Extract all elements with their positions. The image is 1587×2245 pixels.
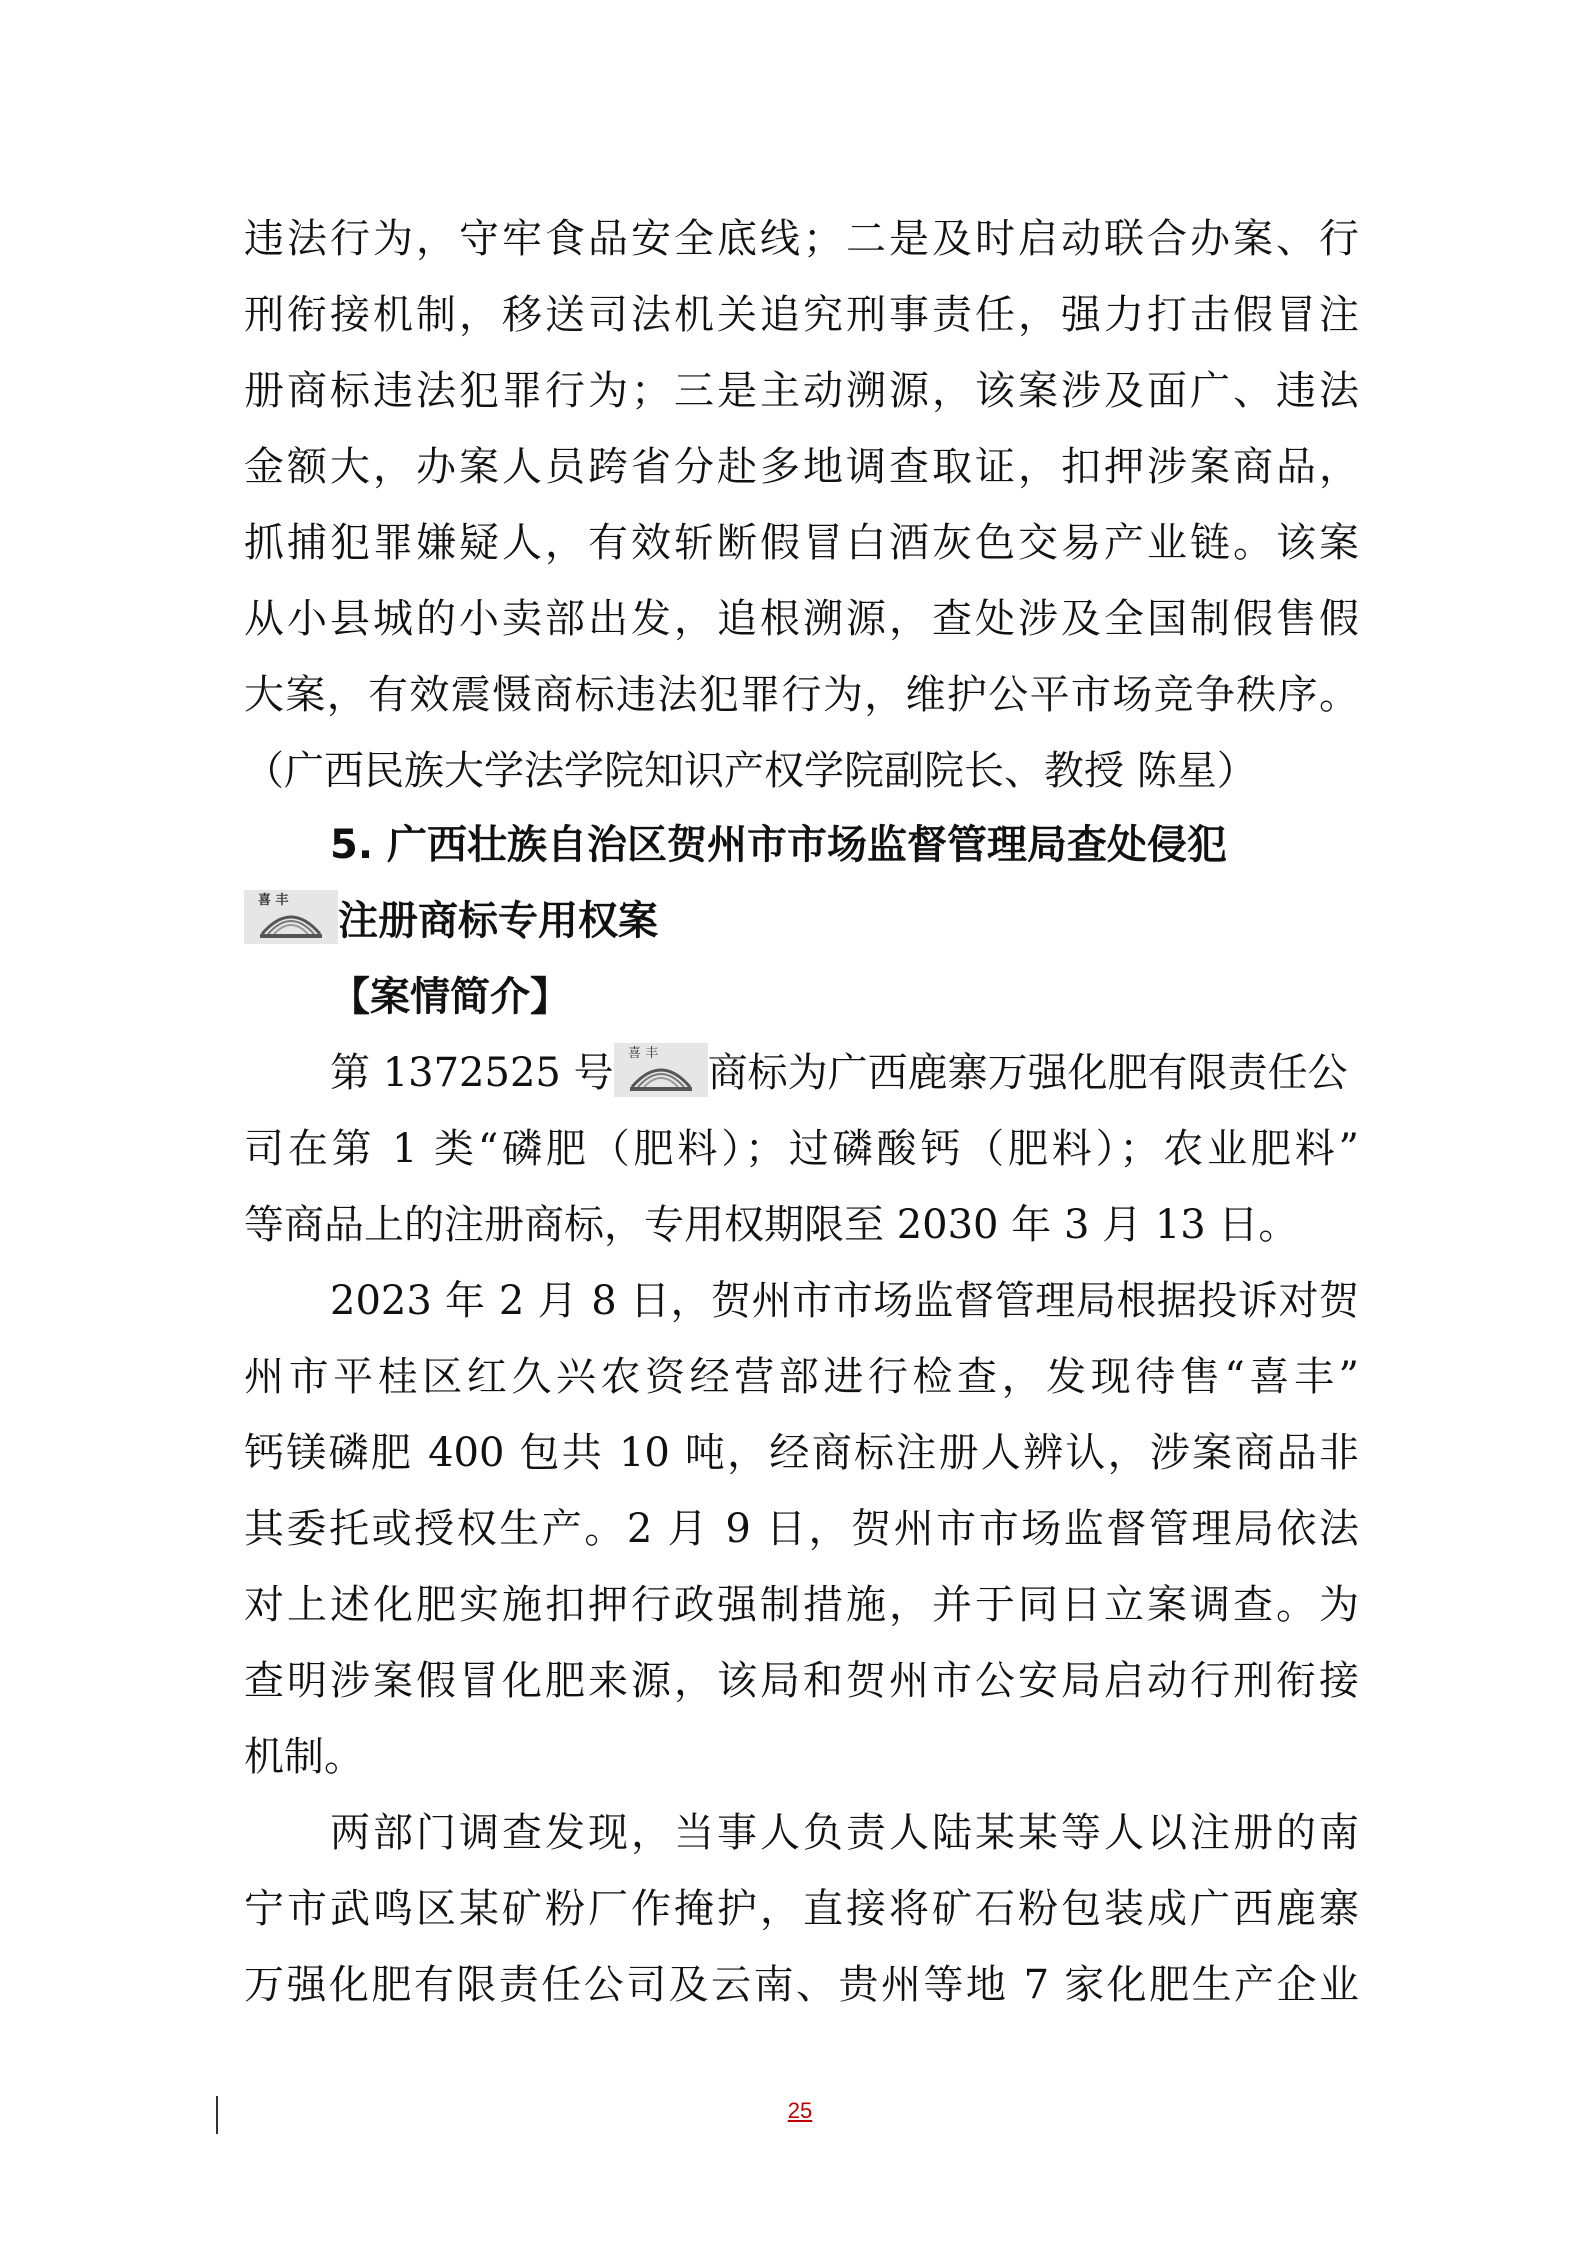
body-line: 机制。 <box>244 1734 364 1780</box>
body-line: 大案，有效震慑商标违法犯罪行为，维护公平市场竞争秩序。 <box>244 672 1359 718</box>
case-title: 5. 广西壮族自治区贺州市市场监督管理局查处侵犯 <box>330 822 1227 868</box>
body-line: 从小县城的小卖部出发，追根溯源，查处涉及全国制假售假 <box>244 596 1359 642</box>
body-line: 宁市武鸣区某矿粉厂作掩护，直接将矿石粉包装成广西鹿寨 <box>244 1886 1359 1932</box>
para1-suffix: 商标为广西鹿寨万强化肥有限责任公 <box>707 1050 1348 1096</box>
body-line: 其委托或授权生产。2 月 9 日，贺州市市场监督管理局依法 <box>244 1506 1359 1552</box>
body-line: 对上述化肥实施扣押行政强制措施，并于同日立案调查。为 <box>244 1582 1359 1628</box>
body-line: 两部门调查发现，当事人负责人陆某某等人以注册的南 <box>330 1810 1359 1856</box>
para1-prefix: 第 1372525 号 <box>330 1050 614 1096</box>
body-line: 万强化肥有限责任公司及云南、贵州等地 7 家化肥生产企业 <box>244 1962 1359 2008</box>
body-line: 金额大，办案人员跨省分赴多地调查取证，扣押涉案商品， <box>244 444 1359 490</box>
page-number: 25 <box>787 2098 813 2123</box>
footer-rule <box>216 2096 218 2134</box>
trademark-text: 喜 丰 <box>627 1046 658 1061</box>
para1-line1 <box>330 1042 1359 1104</box>
body-line: 刑衔接机制，移送司法机关追究刑事责任，强力打击假冒注 <box>244 292 1359 338</box>
body-line: 册商标违法犯罪行为；三是主动溯源，该案涉及面广、违法 <box>244 368 1359 414</box>
section-heading: 【案情简介】 <box>330 973 570 1020</box>
trademark-inline-icon <box>614 1043 708 1097</box>
trademark-logo-icon <box>244 890 338 944</box>
case-title-cont <box>244 890 1359 952</box>
body-line: 查明涉案假冒化肥来源，该局和贺州市公安局启动行刑衔接 <box>244 1658 1359 1704</box>
body-line: 违法行为，守牢食品安全底线；二是及时启动联合办案、行 <box>244 216 1359 262</box>
body-line: 抓捕犯罪嫌疑人，有效斩断假冒白酒灰色交易产业链。该案 <box>244 520 1359 566</box>
body-line: 2023 年 2 月 8 日，贺州市市场监督管理局根据投诉对贺 <box>330 1278 1359 1324</box>
body-line: 钙镁磷肥 400 包共 10 吨，经商标注册人辨认，涉案商品非 <box>244 1430 1359 1476</box>
attribution: （广西民族大学法学院知识产权学院副院长、教授 陈星） <box>244 748 1257 794</box>
trademark-text: 喜 丰 <box>258 893 289 908</box>
body-line: 司在第 1 类“磷肥（肥料）；过磷酸钙（肥料）；农业肥料” <box>244 1126 1359 1172</box>
body-line: 州市平桂区红久兴农资经营部进行检查，发现待售“喜丰” <box>244 1354 1359 1400</box>
body-line: 等商品上的注册商标，专用权期限至 2030 年 3 月 13 日。 <box>244 1202 1299 1248</box>
case-title-line2: 注册商标专用权案 <box>338 898 658 944</box>
